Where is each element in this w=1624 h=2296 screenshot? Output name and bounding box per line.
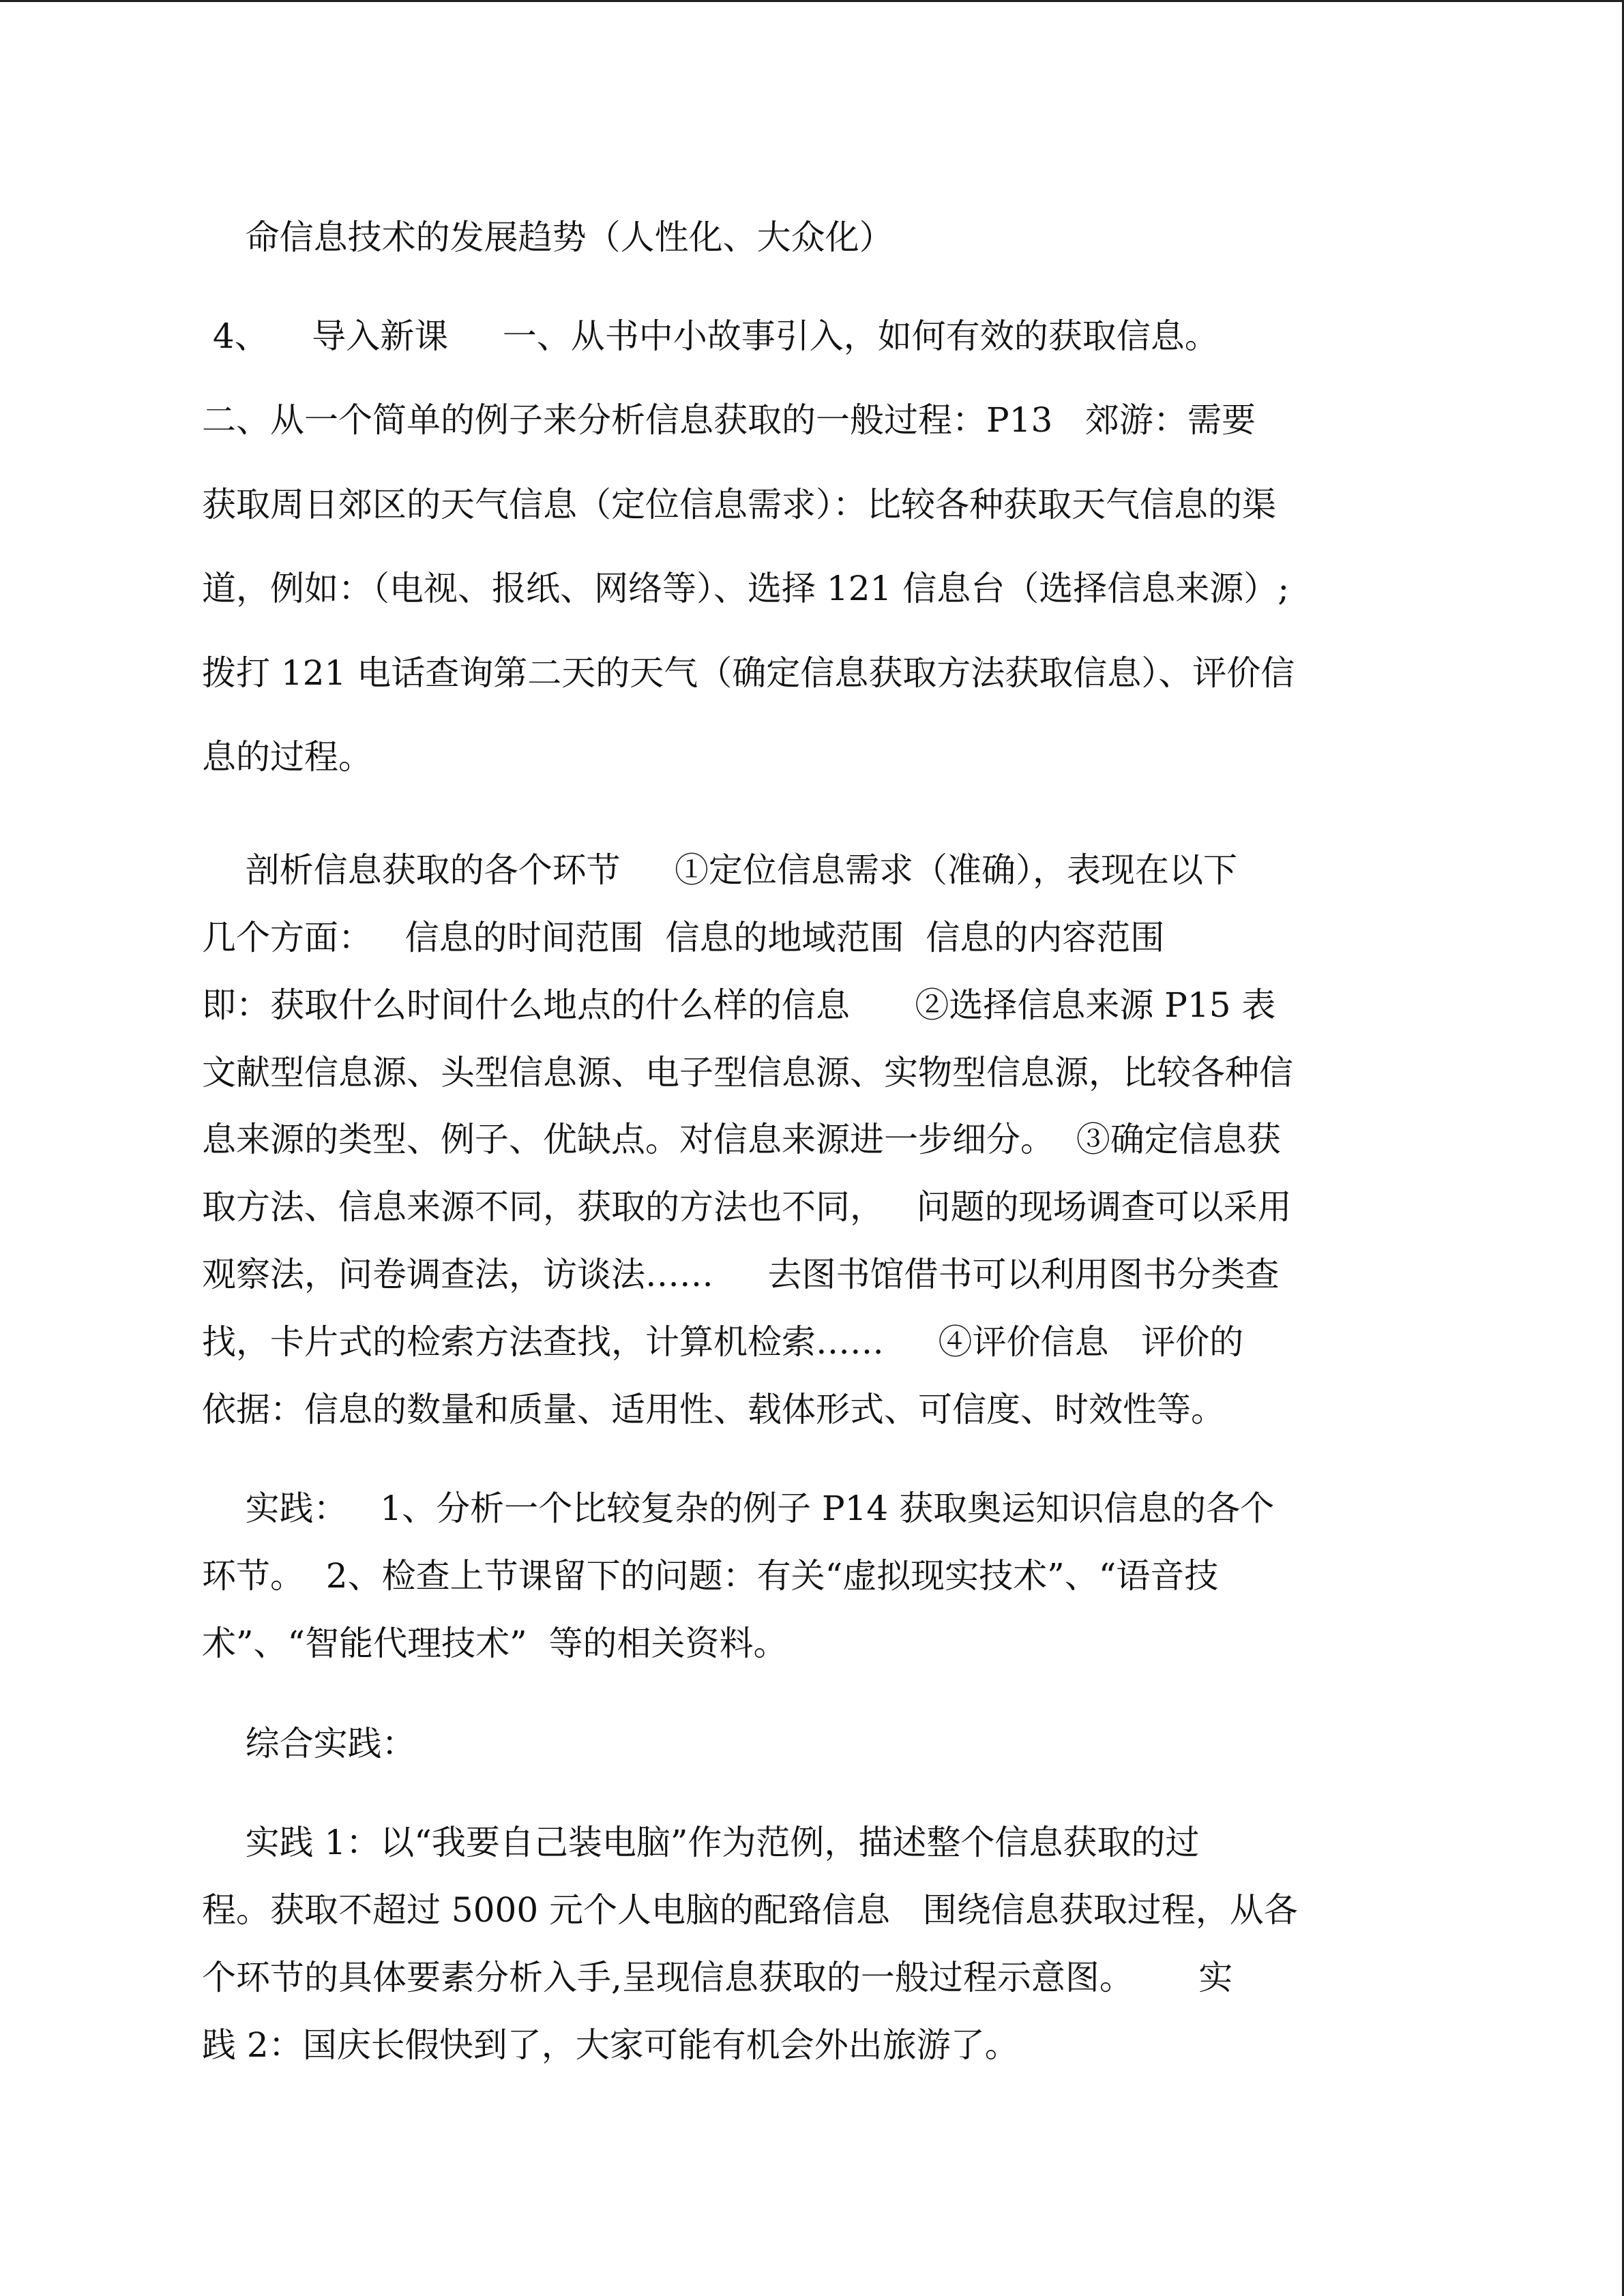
text-line: 即：获取什么时间什么地点的什么样的信息 ②选择信息来源 P15 表	[202, 985, 1276, 1025]
text-line: 文献型信息源、头型信息源、电子型信息源、实物型信息源，比较各种信	[202, 1053, 1293, 1092]
text-line: 实践： 1、分析一个比较复杂的例子 P14 获取奥运知识信息的各个	[202, 1489, 1275, 1528]
text-line: 剖析信息获取的各个环节 ①定位信息需求（准确），表现在以下	[202, 850, 1238, 890]
text-line: 几个方面： 信息的时间范围 信息的地域范围 信息的内容范围	[202, 918, 1165, 957]
text-line: 命信息技术的发展趋势（人性化、大众化）	[202, 218, 894, 257]
text-line: 观察法，问卷调查法，访谈法…… 去图书馆借书可以利用图书分类查	[202, 1255, 1280, 1294]
text-line: 息的过程。	[202, 737, 372, 777]
text-line: 拨打 121 电话查询第二天的天气（确定信息获取方法获取信息）、评价信	[202, 653, 1295, 693]
text-line: 环节。 2、检查上节课留下的问题：有关“虚拟现实技术”、“语音技	[202, 1556, 1219, 1596]
text-line: 息来源的类型、例子、优缺点。对信息来源进一步细分。 ③确定信息获	[202, 1120, 1281, 1159]
text-line: 二、从一个简单的例子来分析信息获取的一般过程：P13 郊游：需要	[202, 400, 1256, 440]
text-line: 程。获取不超过 5000 元个人电脑的配臵信息 围绕信息获取过程，从各	[202, 1890, 1298, 1930]
text-line: 依据：信息的数量和质量、适用性、载体形式、可信度、时效性等。	[202, 1390, 1225, 1429]
text-line: 4、 导入新课 一、从书中小故事引入，如何有效的获取信息。	[202, 316, 1219, 356]
text-line: 道，例如：（电视、报纸、网络等）、选择 121 信息台（选择信息来源）;	[202, 569, 1290, 608]
text-line: 取方法、信息来源不同，获取的方法也不同， 问题的现场调查可以采用	[202, 1187, 1292, 1227]
text-line: 个环节的具体要素分析入手,呈现信息获取的一般过程示意图。 实	[202, 1958, 1233, 1997]
page-top-border	[0, 0, 1624, 2]
text-line: 综合实践：	[202, 1724, 416, 1763]
text-line: 获取周日郊区的天气信息（定位信息需求）：比较各种获取天气信息的渠	[202, 485, 1276, 524]
text-line: 找，卡片式的检索方法查找，计算机检索…… ④评价信息 评价的	[202, 1322, 1244, 1362]
text-line: 践 2：国庆长假快到了，大家可能有机会外出旅游了。	[202, 2025, 1019, 2065]
text-line: 实践 1：以“我要自己装电脑”作为范例，描述整个信息获取的过	[202, 1823, 1200, 1862]
text-line: 术”、“智能代理技术” 等的相关资料。	[202, 1624, 788, 1663]
